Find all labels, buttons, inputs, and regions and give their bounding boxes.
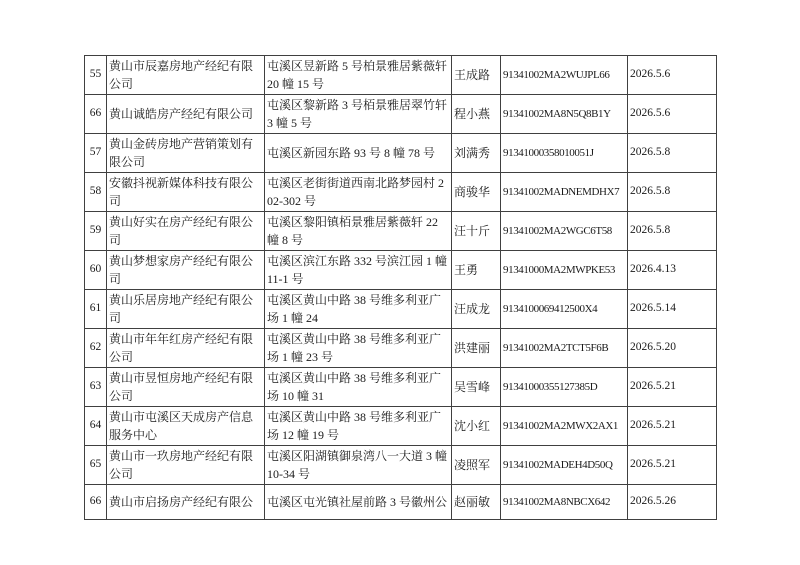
cell-contact: 赵丽敏 [452, 485, 501, 520]
cell-date: 2026.5.14 [628, 290, 717, 329]
cell-seq: 62 [85, 329, 107, 368]
cell-credit_code: 91341002MA2WUJPL66 [501, 56, 628, 95]
cell-company: 黄山诚皓房产经纪有限公司 [107, 95, 265, 134]
cell-contact: 沈小红 [452, 407, 501, 446]
cell-company: 黄山市辰嘉房地产经纪有限公司 [107, 56, 265, 95]
cell-address: 屯溪区阳湖镇御泉湾八一大道 3 幢 10-34 号 [265, 446, 452, 485]
table-row [85, 368, 717, 407]
cell-seq: 64 [85, 407, 107, 446]
cell-contact: 汪成龙 [452, 290, 501, 329]
cell-address: 屯溪区老街街道西南北路梦园村 202-302 号 [265, 173, 452, 212]
cell-company: 黄山梦想家房产经纪有限公司 [107, 251, 265, 290]
cell-address: 屯溪区黄山中路 38 号维多利亚广场 12 幢 19 号 [265, 407, 452, 446]
table-row [85, 212, 717, 251]
cell-date: 2026.5.8 [628, 173, 717, 212]
cell-company: 黄山市年年红房产经纪有限公司 [107, 329, 265, 368]
cell-seq: 60 [85, 251, 107, 290]
cell-address: 屯溪区黄山中路 38 号维多利亚广场 1 幢 24 [265, 290, 452, 329]
cell-contact: 王成路 [452, 56, 501, 95]
cell-credit_code: 9134100069412500X4 [501, 290, 628, 329]
cell-seq: 65 [85, 446, 107, 485]
cell-date: 2026.5.20 [628, 329, 717, 368]
cell-seq: 63 [85, 368, 107, 407]
cell-credit_code: 91341000355127385D [501, 368, 628, 407]
cell-date: 2026.5.6 [628, 56, 717, 95]
cell-address: 屯溪区黄山中路 38 号维多利亚广场 1 幢 23 号 [265, 329, 452, 368]
cell-company: 黄山市启扬房产经纪有限公 [107, 485, 265, 520]
cell-seq: 55 [85, 56, 107, 95]
cell-seq: 66 [85, 485, 107, 520]
cell-credit_code: 91341002MA2TCT5F6B [501, 329, 628, 368]
cell-address: 屯溪区滨江东路 332 号滨江园 1 幢 11-1 号 [265, 251, 452, 290]
cell-company: 黄山乐居房地产经纪有限公司 [107, 290, 265, 329]
cell-date: 2026.5.6 [628, 95, 717, 134]
cell-seq: 61 [85, 290, 107, 329]
cell-address: 屯溪区新园东路 93 号 8 幢 78 号 [265, 134, 452, 173]
table-row [85, 485, 717, 520]
cell-credit_code: 91341002MA2WGC6T58 [501, 212, 628, 251]
cell-address: 屯溪区黎新路 3 号栢景雅居翠竹轩 3 幢 5 号 [265, 95, 452, 134]
cell-address: 屯溪区黄山中路 38 号维多利亚广场 10 幢 31 [265, 368, 452, 407]
cell-company: 黄山好实在房产经纪有限公司 [107, 212, 265, 251]
table-row [85, 95, 717, 134]
table-row [85, 290, 717, 329]
cell-credit_code: 91341002MA2MWX2AX1 [501, 407, 628, 446]
cell-credit_code: 91341002MA8NBCX642 [501, 485, 628, 520]
cell-credit_code: 91341000MA2MWPKE53 [501, 251, 628, 290]
cell-contact: 程小燕 [452, 95, 501, 134]
cell-date: 2026.5.8 [628, 134, 717, 173]
cell-seq: 59 [85, 212, 107, 251]
cell-contact: 王勇 [452, 251, 501, 290]
table-row [85, 446, 717, 485]
cell-date: 2026.5.26 [628, 485, 717, 520]
table-row [85, 329, 717, 368]
table-row [85, 134, 717, 173]
cell-company: 安徽抖视新媒体科技有限公司 [107, 173, 265, 212]
company-registry-table [84, 55, 717, 520]
cell-credit_code: 91341002MADEH4D50Q [501, 446, 628, 485]
cell-address: 屯溪区屯光镇社屋前路 3 号徽州公 [265, 485, 452, 520]
table-body [85, 56, 717, 520]
cell-seq: 58 [85, 173, 107, 212]
cell-contact: 刘满秀 [452, 134, 501, 173]
cell-credit_code: 91341002MA8N5Q8B1Y [501, 95, 628, 134]
cell-contact: 吴雪峰 [452, 368, 501, 407]
cell-contact: 洪建丽 [452, 329, 501, 368]
cell-seq: 66 [85, 95, 107, 134]
cell-credit_code: 91341000358010051J [501, 134, 628, 173]
cell-company: 黄山金砖房地产营销策划有限公司 [107, 134, 265, 173]
cell-date: 2026.5.21 [628, 446, 717, 485]
table-row [85, 407, 717, 446]
cell-contact: 凌照军 [452, 446, 501, 485]
cell-date: 2026.5.21 [628, 368, 717, 407]
cell-company: 黄山市昱恒房地产经纪有限公司 [107, 368, 265, 407]
cell-contact: 商骏华 [452, 173, 501, 212]
cell-contact: 汪十斤 [452, 212, 501, 251]
cell-company: 黄山市屯溪区天成房产信息服务中心 [107, 407, 265, 446]
cell-address: 屯溪区黎阳镇栢景雅居紫薇轩 22 幢 8 号 [265, 212, 452, 251]
table-row [85, 251, 717, 290]
cell-company: 黄山市一玖房地产经纪有限公司 [107, 446, 265, 485]
table-row [85, 56, 717, 95]
cell-address: 屯溪区昱新路 5 号柏景雅居紫薇轩 20 幢 15 号 [265, 56, 452, 95]
cell-seq: 57 [85, 134, 107, 173]
cell-credit_code: 91341002MADNEMDHX7 [501, 173, 628, 212]
cell-date: 2026.4.13 [628, 251, 717, 290]
cell-date: 2026.5.8 [628, 212, 717, 251]
table-row [85, 173, 717, 212]
cell-date: 2026.5.21 [628, 407, 717, 446]
